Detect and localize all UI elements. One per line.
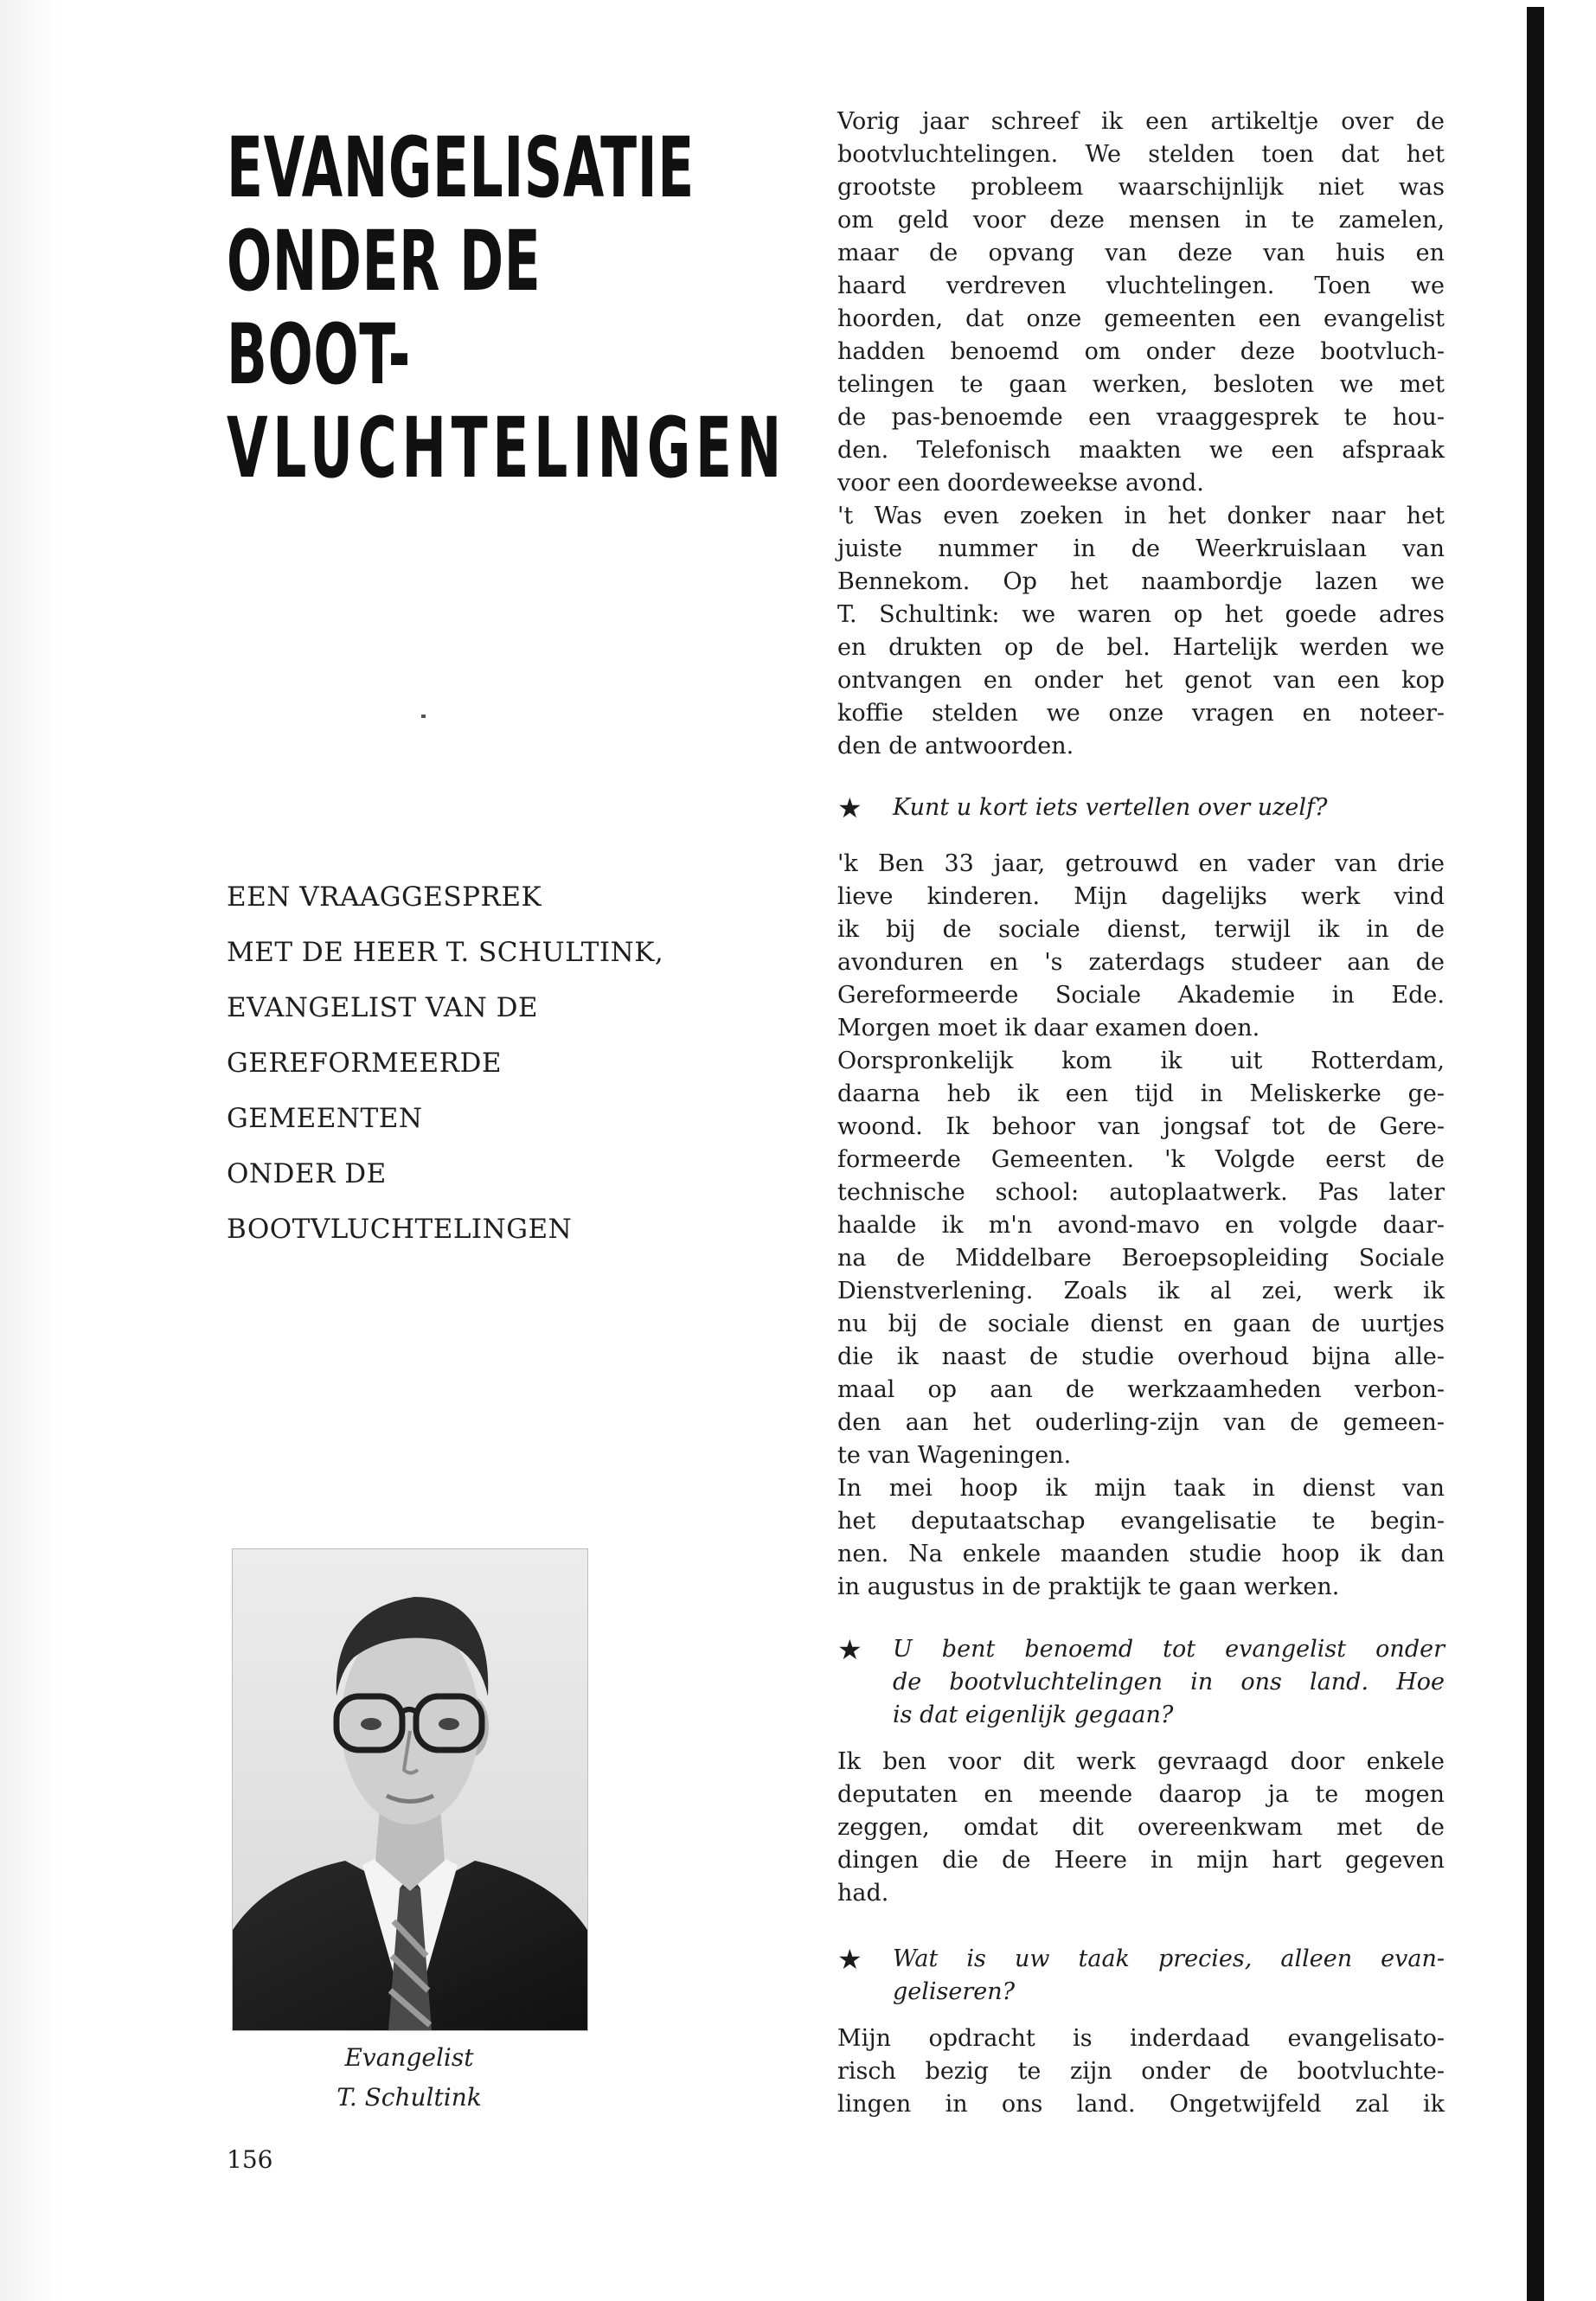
text-line: den aan het ouderling-zijn van de gemeen- xyxy=(837,1409,1445,1436)
portrait-photo xyxy=(232,1548,588,2031)
interview-answer-2 xyxy=(837,1746,1445,1910)
text-line: telingen te gaan werken, besloten we met xyxy=(837,371,1445,398)
text-line: in augustus in de praktijk te gaan werken. xyxy=(837,1574,1340,1600)
text-line: 'k Ben 33 jaar, getrouwd en vader van drie xyxy=(837,850,1445,877)
star-icon: ★ xyxy=(837,792,862,824)
text-line: Vorig jaar schreef ik een artikeltje over de xyxy=(837,108,1445,135)
caption-line: Evangelist xyxy=(344,2043,474,2072)
text-line: de pas-benoemde een vraaggesprek te hou- xyxy=(837,404,1445,431)
text-line: In mei hoop ik mijn taak in dienst van xyxy=(837,1475,1445,1502)
text-line: lingen in ons land. Ongetwijfeld zal ik xyxy=(837,2091,1445,2118)
page-number: 156 xyxy=(227,2145,273,2174)
text-line: na de Middelbare Beroepsopleiding Sociale xyxy=(837,1245,1445,1272)
text-line: te van Wageningen. xyxy=(837,1442,1072,1469)
page-edge-bar xyxy=(1527,7,1544,2301)
subtitle-line: EVANGELIST VAN DE xyxy=(227,992,539,1023)
interview-answer-3 xyxy=(837,2022,1445,2121)
text-line: woond. Ik behoor van jongsaf tot de Gere- xyxy=(837,1113,1445,1140)
question-line: is dat eigenlijk gegaan? xyxy=(893,1702,1174,1728)
text-line: om geld voor deze mensen in te zamelen, xyxy=(837,207,1445,234)
title-line: BOOT- xyxy=(227,306,411,403)
text-line: Gereformeerde Sociale Akademie in Ede. xyxy=(837,982,1445,1009)
text-line: nen. Na enkele maanden studie hoop ik dan xyxy=(837,1541,1445,1567)
question-line: U bent benoemd tot evangelist onder xyxy=(893,1636,1445,1663)
text-line: daarna heb ik een tijd in Meliskerke ge- xyxy=(837,1080,1445,1107)
text-line: grootste probleem waarschijnlijk niet was xyxy=(837,174,1445,201)
text-line: den. Telefonisch maakten we een afspraak xyxy=(837,437,1445,464)
subtitle-line: MET DE HEER T. SCHULTINK, xyxy=(227,937,664,968)
text-line: technische school: autoplaatwerk. Pas later xyxy=(837,1179,1445,1206)
text-line: Ik ben voor dit werk gevraagd door enkele xyxy=(837,1748,1445,1775)
title-line: EVANGELISATIE xyxy=(227,119,695,216)
title-line: VLUCHTELINGEN xyxy=(227,400,786,497)
text-line: dingen die de Heere in mijn hart gegeven xyxy=(837,1847,1445,1874)
interview-question-3 xyxy=(837,1943,1445,2009)
text-line: Dienstverlening. Zoals ik al zei, werk ik xyxy=(837,1278,1445,1304)
text-line: en drukten op de bel. Hartelijk werden we xyxy=(837,634,1445,661)
text-line: deputaten en meende daarop ja te mogen xyxy=(837,1781,1445,1808)
subtitle-line: BOOTVLUCHTELINGEN xyxy=(227,1214,573,1245)
text-line: had. xyxy=(837,1880,889,1907)
interview-answer-1 xyxy=(837,848,1445,1604)
title-line: ONDER DE xyxy=(227,213,542,310)
question-line: geliseren? xyxy=(893,1978,1016,2005)
star-icon: ★ xyxy=(837,1943,862,1976)
text-line: ontvangen en onder het genot van een kop xyxy=(837,667,1445,694)
question-line: Wat is uw taak precies, alleen evan- xyxy=(893,1945,1445,1972)
text-line: juiste nummer in de Weerkruislaan van xyxy=(837,535,1445,562)
portrait-drawing xyxy=(233,1549,587,2030)
interview-question-1 xyxy=(837,792,1445,824)
text-line: formeerde Gemeenten. 'k Volgde eerst de xyxy=(837,1146,1445,1173)
photo-caption xyxy=(232,2038,586,2118)
text-line: risch bezig te zijn onder de bootvluchte- xyxy=(837,2058,1445,2085)
text-line: Morgen moet ik daar examen doen. xyxy=(837,1015,1260,1042)
star-icon: ★ xyxy=(837,1633,862,1666)
text-line: bootvluchtelingen. We stelden toen dat het xyxy=(837,141,1445,168)
text-line: hoorden, dat onze gemeenten een evangelist xyxy=(837,305,1445,332)
text-line: lieve kinderen. Mijn dagelijks werk vind xyxy=(837,883,1445,910)
question-line: Kunt u kort iets vertellen over uzelf? xyxy=(893,794,1328,821)
text-line: Bennekom. Op het naambordje lazen we xyxy=(837,568,1445,595)
text-line: zeggen, omdat dit overeenkwam met de xyxy=(837,1814,1445,1841)
text-line: nu bij de sociale dienst en gaan de uurtjes xyxy=(837,1311,1445,1337)
text-line: koffie stelden we onze vragen en noteer- xyxy=(837,700,1445,727)
subtitle-line: EEN VRAAGGESPREK xyxy=(227,881,542,913)
article-title xyxy=(227,119,786,497)
text-line: voor een doordeweekse avond. xyxy=(837,470,1204,497)
subtitle-line: GEMEENTEN xyxy=(227,1103,423,1134)
interview-question-2 xyxy=(837,1633,1445,1732)
text-line: den de antwoorden. xyxy=(837,733,1074,760)
text-line: haard verdreven vluchtelingen. Toen we xyxy=(837,272,1445,299)
intro-paragraph xyxy=(837,106,1445,763)
text-line: avonduren en 's zaterdags studeer aan de xyxy=(837,949,1445,976)
subtitle-line: GEREFORMEERDE xyxy=(227,1048,502,1079)
print-speck xyxy=(421,715,426,718)
text-line: haalde ik m'n avond-mavo en volgde daar- xyxy=(837,1212,1445,1239)
page-gutter-shadow xyxy=(0,0,62,2301)
question-line: de bootvluchtelingen in ons land. Hoe xyxy=(893,1669,1445,1695)
text-line: 't Was even zoeken in het donker naar het xyxy=(837,503,1445,529)
article-subtitle xyxy=(227,869,815,1257)
text-line: hadden benoemd om onder deze bootvluch- xyxy=(837,338,1445,365)
text-line: het deputaatschap evangelisatie te begin- xyxy=(837,1508,1445,1535)
text-line: Oorspronkelijk kom ik uit Rotterdam, xyxy=(837,1048,1445,1074)
text-line: die ik naast de studie overhoud bijna alle- xyxy=(837,1343,1445,1370)
subtitle-line: ONDER DE xyxy=(227,1158,387,1189)
text-line: T. Schultink: we waren op het goede adres xyxy=(837,601,1445,628)
text-line: ik bij de sociale dienst, terwijl ik in de xyxy=(837,916,1445,943)
caption-line: T. Schultink xyxy=(337,2083,482,2112)
text-line: maar de opvang van deze van huis en xyxy=(837,240,1445,266)
text-line: maal op aan de werkzaamheden verbon- xyxy=(837,1376,1445,1403)
text-line: Mijn opdracht is inderdaad evangelisato- xyxy=(837,2025,1445,2052)
